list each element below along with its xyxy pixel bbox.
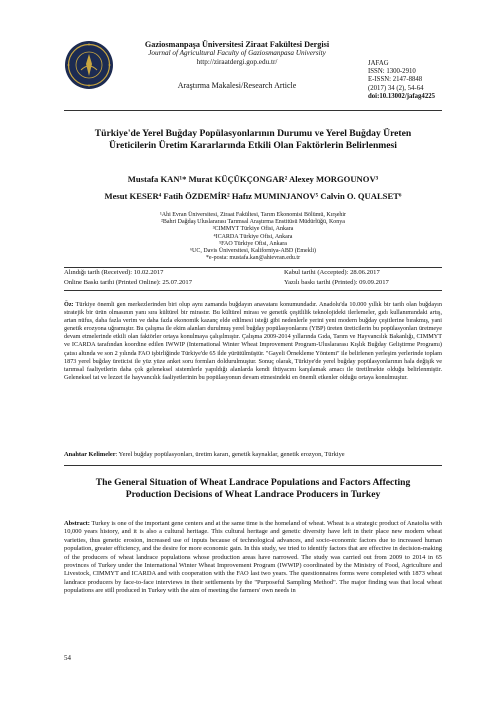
keywords-divider [64,465,442,466]
corresponding-email[interactable]: *e-posta: mustafa.kan@ahievran.edu.tr [205,255,301,262]
abstract-en-text: Turkey is one of the important gene centers and at the same time is the homeland of wheat. Wheat is a strategic product of Anatolia with 10,000 years history, and it is also a cultural heritage. This cultural heritage and genetic diversity have left in their place new modern wheat varieties, thus genetic erosion, increased use of inputs because of technological advances, and socio-economic factors due to increased human population, greater efficiency, and the desire for more economic gain. In this study, we tried to identify factors that are effective in decision-making of the producers of wheat landrace populations whose production areas have narrowed. The study was carried out from 2009 to 2014 in 65 provinces of Turkey under the International Winter Wheat Improvement Program (IWWIP) coordinated by the Ministry of Food, Agriculture and Livestock, CIMMYT and ICARDA and with cooperation with the FAO last two years. The questionnaires forms were completed with 1873 wheat landrace producers by face-to-face interviews in their settlements by the "Purposeful Sampling Method". The major finding was that local wheat populations are still produced in Turkey with the aim of meeting the farmers' own needs in [64,520,442,595]
abstract-english [64,520,442,596]
affiliation: ⁵FAO Türkiye Ofisi, Ankara [219,240,287,247]
header-divider [64,110,442,111]
dates-row-1 [64,269,442,278]
doi-link[interactable]: doi:10.13002/jafag4225 [368,92,436,100]
received-date: Alındığı tarih (Received): 10.02.2017 [64,269,164,276]
affiliation: ⁴ICARDA Türkiye Ofisi, Ankara [213,233,293,240]
keywords-text: : Yerel buğday popülasyonları, üretim kararı, genetik kaynaklar, genetik erozyon, Türkiye [115,451,345,458]
affiliation: ¹Ahi Evran Üniversitesi, Ziraat Fakültesi, Tarım Ekonomisi Bölümü, Kırşehir [159,212,347,218]
authors-line-1: Mustafa KAN¹* Murat KÜÇÜKÇONGAR² Alexey MORGOUNOV³ [127,174,379,184]
journal-meta [368,60,435,101]
issn: ISSN: 1300-2910 [368,68,416,76]
online-date: Online Baskı tarihi (Printed Online): 25.07.2017 [64,279,193,286]
abstract-tr-label: Öz: [64,301,74,308]
volume-issue: (2017) 34 (2), 54-64 [368,84,424,92]
authors-line-2: Mesut KESER⁴ Fatih ÖZDEMİR² Hafız MUMINJANOV⁵ Calvin O. QUALSET⁶ [104,191,402,201]
university-logo [64,40,114,90]
keywords-label: Anahtar Kelimeler [64,451,116,458]
abstract-tr-text: Türkiye önemli gen merkezlerinden biri olup aynı zamanda buğdayın anavatanı konumundadır. Anadolu'da 10.000 yıllık bir tarih olan buğdayın stratejik bir ürün olmasının yanı sıra kültürel bir mirastır. Bu kültürel mirası ve genetik çeşitlilik teknolojideki ilerlemeler, gıdı kullanımındaki artış, artan nüfus, daha fazla verim ve daha fazla ekonomik kazanç elde edilmesi isteği gibi nedenlerle yerini yeni modern buğday çeşitlerine bırakmış, yani genetik erozyona uğramıştır. Bu çalışma ile ekim alanları durulmuş yerel buğday popülasyonlarını (YBP) üreten üreticilerin bu popülasyonları üretmeye devam etmelerinde etkili olan faktörler ortaya konulmaya çalışılmıştır. Çalışma 2009-2014 yıllarında Gıda, Tarım ve Hayvancılık Bakanlığı, CIMMYT ve ICARDA tarafından koordine edilen IWWIP (International Winter Wheat Improvement Program-Uluslararası Kışlık Buğday Geliştirme Programı) çatısı altında ve son 2 yılında FAO işbirliğinde Türkiye'de 65 ilde yürütülmüştür. "Gayeli Örnekleme Yöntemi" ile belirlenen yerleşim yerlerinde toplam 1873 yerel buğday üreticisi ile yüz yüze anket soru formları doldurulmuştur. Sonuç olarak, Türkiye'de yerel buğday popülasyonlarının hala değişik ve tarımsal faaliyetlerin daha çok geleneksel sistemlerle yapıldığı alanlarda kendi ihtiyacını karşılamak amacı ile üretilmekte olduğu belirlenmiştir. Geleneksel tat ve lezzet ile hayvancılık faaliyetlerinin bu popülasyonun devam etmesindeki en önemli etkenler olduğu ortaya konulmuştur. [64,301,442,381]
printed-date: Yazılı baskı tarihi (Printed): 09.09.2017 [284,279,389,286]
e-issn: E-ISSN: 2147-8848 [368,76,423,84]
affiliation: ²Bahri Dağdaş Uluslararası Tarımsal Araştırma Enstitüsü Müdürlüğü, Konya [161,219,345,226]
journal-abbrev: JAFAG [368,60,389,67]
dates-row-2 [64,279,442,288]
affiliation: ⁶UC, Davis Üniversitesi, Kaliforniya-ABD (Emekli) [189,248,317,255]
affiliations [64,212,442,262]
abstract-en-label: Abstract: [64,520,90,527]
journal-header [122,40,352,90]
title-english [64,477,442,501]
keywords [64,451,442,459]
accepted-date: Kabul tarihi (Accepted): 28.06.2017 [284,269,380,276]
page-number: 54 [64,654,71,662]
dates-divider-top [64,267,442,268]
title-tr-line: Türkiye'de Yerel Buğday Popülasyonlarının Durumu ve Yerel Buğday Üreten [94,128,412,139]
journal-name-en: Journal of Agricultural Faculty of Gaziosmanpasa University [148,49,326,57]
affiliation: ³CIMMYT Türkiye Ofisi, Ankara [212,226,294,233]
title-turkish [64,128,442,152]
dates-divider-bottom [64,290,442,291]
title-en-line: The General Situation of Wheat Landrace Populations and Factors Affecting [95,477,411,488]
journal-name-tr: Gaziosmanpaşa Üniversitesi Ziraat Fakültesi Dergisi [144,40,330,49]
title-tr-line: Üreticilerin Üretim Kararlarında Etkili Olan Faktörlerin Belirlenmesi [109,140,397,151]
abstract-turkish [64,301,442,382]
journal-url[interactable]: http://ziraatdergi.gop.edu.tr/ [196,58,278,66]
article-type: Araştırma Makalesi/Research Article [177,81,297,90]
title-en-line: Production Decisions of Wheat Landrace Producers in Turkey [125,489,381,500]
